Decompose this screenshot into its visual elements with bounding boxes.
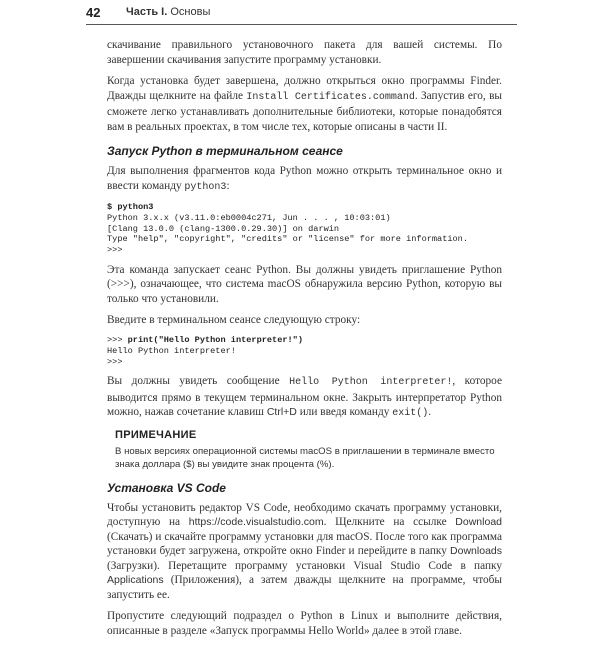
download-link-label: Download xyxy=(455,516,502,529)
paragraph-enter-line: Введите в терминальном сеансе следующую строку: xyxy=(107,314,361,327)
code-command: $ python3 xyxy=(107,202,154,212)
page-content xyxy=(107,38,502,645)
page-header xyxy=(86,2,517,25)
paragraph-skip-linux: Пропустите следующий подраздел о Python в Linux и выполните действия, описанные в разделе «Запуск программы Hello World» далее в этой главе. xyxy=(107,610,502,637)
paragraph-text: Когда установка будет завершена, должно открыться окно программы Finder. Дважды щелкните на файле xyxy=(107,75,502,102)
paragraph-finder xyxy=(107,74,502,134)
paragraph-text: . Щелкните на ссылке xyxy=(323,516,456,529)
paragraph-text: (Скачать) и скачайте программу установки для macOS. После того как программа установки будет загружена, откройте окно Finder и перейдите в папку xyxy=(107,530,502,558)
chapter-label: Часть I. xyxy=(126,6,168,18)
note-title: ПРИМЕЧАНИЕ xyxy=(115,428,197,441)
paragraph-download-continuation: скачивание правильного установочного пакета для вашей системы. По завершении скачивания запустите программу установки. xyxy=(107,39,502,66)
code-output: Python 3.x.x (v3.11.0:eb0004c271, Jun . . . , 10:03:01) [Clang 13.0.0 (clang-1300.0.29.30)] on darwin Type "help", "copyright", "credits" or "license" for more information. >>> xyxy=(107,212,468,256)
paragraph-text: . xyxy=(428,406,432,419)
downloads-folder-label: Downloads xyxy=(450,545,502,558)
paragraph-session-started: Эта команда запускает сеанс Python. Вы должны увидеть приглашение Python (>>>), означающее, что система macOS обнаружила версию Python, которую вы только что установили. xyxy=(107,263,502,305)
inline-code-python3: python3 xyxy=(184,181,227,193)
code-command: print("Hello Python interpreter!") xyxy=(127,334,303,345)
paragraph-text: Чтобы установить редактор VS Code, необходимо скачать программу установки, доступную на xyxy=(107,501,502,529)
vscode-url: https://code.visualstudio.com xyxy=(188,516,324,529)
paragraph-text: или введя команду xyxy=(296,406,393,419)
section-heading-python-terminal: Запуск Python в терминальном сеансе xyxy=(107,144,343,158)
running-head xyxy=(126,6,210,18)
chapter-title: Основы xyxy=(170,6,211,18)
inline-code-exit: exit() xyxy=(392,408,429,420)
paragraph-text: (Приложения), а затем дважды щелкните на программе, чтобы запустить ее. xyxy=(107,574,502,601)
paragraph-text: (Загрузки). Перетащите программу установки Visual Studio Code в папку xyxy=(107,559,502,572)
paragraph-open-terminal xyxy=(107,164,502,195)
paragraph-text: , которое выводится прямо в текущем терминальном окне. Закрыть интерпретатор Python можно, нажав сочетание клавиш xyxy=(107,375,502,419)
note-text: В новых версиях операционной системы macOS в приглашении в терминале вместо знака доллара ($) вы увидите знак процента (%). xyxy=(115,445,495,470)
keyboard-shortcut: Ctrl+D xyxy=(266,406,297,419)
code-output: Hello Python interpreter! >>> xyxy=(107,345,236,367)
code-block-python-session xyxy=(107,202,502,256)
code-prompt: >>> xyxy=(107,334,128,345)
note-box xyxy=(115,429,502,471)
inline-code-filename: Install Certificates.command xyxy=(246,91,415,103)
paragraph-install-vscode xyxy=(107,501,502,603)
paragraph-text: . Запустив его, вы сможете легко устанавливать дополнительные библиотеки, которые понадобятся вам в реальных проектах, в том числе тех, которые описаны в части II. xyxy=(107,89,502,133)
inline-code-hello: Hello Python interpreter! xyxy=(289,377,453,389)
section-heading-vscode: Установка VS Code xyxy=(107,480,226,495)
paragraph-text: : xyxy=(226,179,230,192)
code-block-hello xyxy=(107,335,502,367)
paragraph-text: Для выполнения фрагментов кода Python можно открыть терминальное окно и ввести команду xyxy=(107,165,502,192)
paragraph-text: Вы должны увидеть сообщение xyxy=(107,375,290,388)
applications-folder-label: Applications xyxy=(107,574,164,587)
page-number: 42 xyxy=(86,4,101,20)
paragraph-hello-message xyxy=(107,374,502,422)
